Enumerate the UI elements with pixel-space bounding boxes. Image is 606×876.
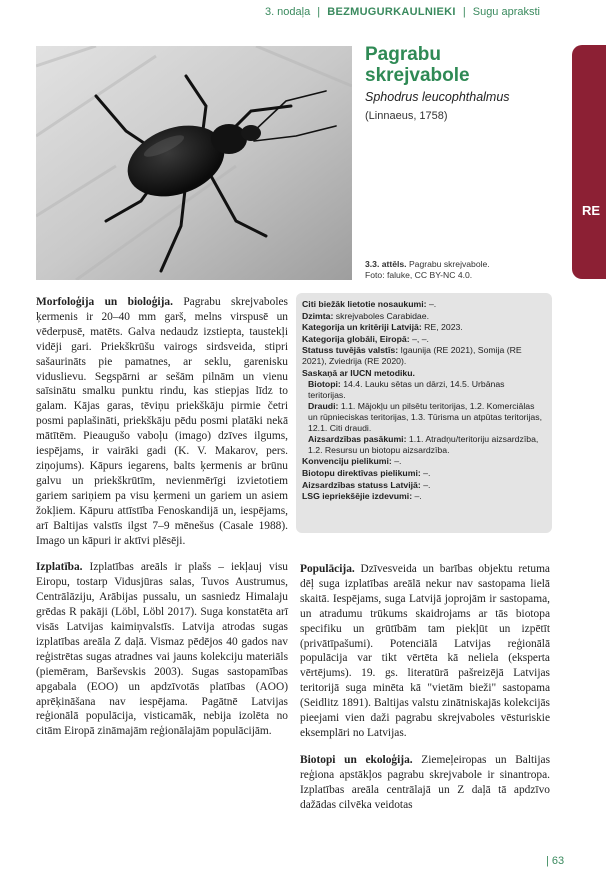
figure-caption <box>365 259 565 280</box>
info-iucn <box>302 368 544 379</box>
right-column <box>300 562 550 825</box>
info-box <box>296 293 552 533</box>
info-family <box>302 311 544 322</box>
population-text: Dzīvesveida un barības objektu retuma dēļ suga izplatības areālā nekur nav sastopama lielā skaitā. Iespējams, suga Latvijā joprojām ir sastopama, un atradumu trūkums skaidrojams ar tās biotopa specifiku un grūtībām tam piekļūt un izpētīt (privātīpašumi). Potenciālā Latvijas reģionālā populācija var tikt vērtēta kā neliela (eksperta vērtējums). 19. gs. literatūrā pašreizējā Latvijas teritorijā suga minēta kā "vietām bieži" sastopama (Seidlitz 1891). Baltijas valstu zinātniskajās kolekcijās pieejami vien daži pagrabu skrejvaboles vēsturiskie eksemplāri no Latvijas. <box>300 563 550 739</box>
info-threats <box>308 401 544 433</box>
info-value: RE, 2023. <box>421 322 463 333</box>
latin-name: Sphodrus leucophthalmus <box>365 90 510 104</box>
info-key: Konvenciju pielikumi: <box>302 456 392 467</box>
info-protection <box>302 480 544 491</box>
info-key: Aizsardzības statuss Latvijā: <box>302 479 421 490</box>
running-header <box>0 6 540 18</box>
ecology-paragraph <box>300 753 550 813</box>
info-key: Biotopi: <box>308 379 341 390</box>
info-value: –. <box>420 479 431 490</box>
species-author: (Linnaeus, 1758) <box>365 110 448 122</box>
species-name-line2: skrejvabole <box>365 65 470 86</box>
info-value: skrejvaboles Carabidae. <box>333 310 429 321</box>
info-key: Statuss tuvējās valstīs: <box>302 345 399 356</box>
info-value: 1.1. Mājokļu un pilsētu teritorijas, 1.2. Komerciālas un rūpnieciskas teritorijas, 1.3. Tūrisma un atpūtas teritorijas, 12.1. Citi draudi. <box>308 401 543 433</box>
section-label: BEZMUGURKAULNIEKI <box>327 6 456 18</box>
range-paragraph <box>36 560 288 739</box>
ecology-text: Ziemeļeiropas un Baltijas reģiona apstākļos pagrabu skrejvabole ir sinantropa. Izplatības areāla centrālajā un Z daļā tā apdzīvo dažādas cilvēka veidotas <box>300 753 551 811</box>
info-value: –. <box>391 456 402 467</box>
header-separator: | <box>317 6 321 18</box>
info-value: 14.4. Lauku sētas un dārzi, 14.5. Urbānas teritorijas. <box>308 379 505 400</box>
info-key: Biotopu direktīvas pielikumi: <box>302 467 421 478</box>
subsection-label: Sugu apraksti <box>472 6 540 18</box>
info-key: Kategorija un kritēriji Latvijā: <box>302 322 422 333</box>
info-key: Saskaņā ar IUCN metodiku. <box>302 367 415 378</box>
range-heading: Izplatība. <box>36 561 83 574</box>
info-neighbors <box>302 345 544 366</box>
category-tab-label: RE <box>581 203 600 218</box>
beetle-illustration <box>36 46 352 280</box>
morphology-paragraph <box>36 295 288 548</box>
info-key: Citi biežāk lietotie nosaukumi: <box>302 299 427 309</box>
beetle-photo <box>36 46 352 280</box>
page-number: | 63 <box>546 855 565 867</box>
info-category-global <box>302 334 544 345</box>
info-convention <box>302 456 544 467</box>
info-habitats <box>302 468 544 479</box>
category-tab <box>572 45 606 279</box>
info-value: –. <box>420 467 431 478</box>
info-lsg <box>302 491 544 502</box>
population-paragraph <box>300 562 550 741</box>
info-key: Dzimta: <box>302 310 334 321</box>
info-value: Igaunija (RE 2021), Somija (RE 2021), Zviedrija (RE 2020). <box>302 345 522 366</box>
info-key: LSG iepriekšējie izdevumi: <box>302 491 413 502</box>
morphology-text: Pagrabu skrejvaboles ķermenis ir 20–40 mm garš, melns virspusē un vēderpusē, matēts. Galva nedaudz izstiepta, taustekļi vidēji gari. Priekškrūšu vairogs sirdsveida, stipri sašaurināts pie pamatnes, ar seklu, garenisku viduslievu. Segspārni ar sešām pilnām un vienu saīsinātu smalku punktu rindu, kas stiepjas līdz to galam. Kājas garas, tēviņu priekškāju pirmie četri posmi paplašināti, priekškāju pēdu posmi platāki nekā mātītēm. Pieaugušo vaboļu (imago) dzīves ilgums, iespējams, ir vairāki gadi (K. V. Makarov, pers. ziņojums). Kāpurs iegarens, balts ķermenis ar brūnu galvu un priekškrūtīm, nevienmērīgi izvietotiem gariem sariņiem pa visu ķermeni un gariem un asiem žokļiem. Kāpuru attīstība Fenoskandijā un, iespējams, arī Baltijas valstīs ilgst 7–9 mēnešus (Casale 1988). Imago un kāpuri ir aktīvi plēsēji. <box>36 296 288 547</box>
species-title <box>365 44 565 86</box>
left-column <box>36 295 288 751</box>
header-separator: | <box>462 6 466 18</box>
info-common-names <box>302 299 544 310</box>
range-text: Izplatības areāls ir plašs – iekļauj visu Eiropu, tostarp Vidusjūras salas, Tuvos Austrumus, Centrālāziju, Arābijas pussalu, un sasniedz Himalaju grēdas R pakāji (Löbl, Löbl 2017). Suga konstatēta arī visās Latvijas kaimiņvalstīs. Latvija atrodas sugas izplatības areāla Z daļā. Vismaz pēdējos 40 gados nav reģistrētas sugas atradnes vai jauns kolekciju materiāls (piemēram, Barševskis 2003). Sugas sastopamības apgabala (EOO) un apdzīvotās platības (AOO) aprēķināšana nav iespējama. Pagātnē Latvijas reģionālā populācija, visticamāk, nebija izolēta no citām Eiropā zināmajām reģionālajām populācijām. <box>36 561 288 738</box>
morphology-heading: Morfoloģija un bioloģija. <box>36 296 173 308</box>
population-heading: Populācija. <box>300 563 355 575</box>
chapter-label: 3. nodaļa <box>264 6 311 18</box>
ecology-heading: Biotopi un ekoloģija. <box>300 753 413 766</box>
info-value: –. <box>426 299 437 309</box>
info-category-lv <box>302 322 544 333</box>
info-key: Aizsardzības pasākumi: <box>308 434 407 445</box>
info-value: –, –. <box>409 333 429 344</box>
caption-label: 3.3. attēls. <box>365 259 407 269</box>
info-key: Kategorija globāli, Eiropā: <box>302 333 410 344</box>
caption-credit: Foto: faluke, CC BY-NC 4.0. <box>365 269 473 280</box>
species-name-line1: Pagrabu <box>365 44 442 65</box>
info-key: Draudi: <box>308 401 339 412</box>
caption-text: Pagrabu skrejvabole. <box>406 259 490 269</box>
info-biotopes <box>308 379 544 400</box>
info-value: 1.1. Atradņu/teritoriju aizsardzība, 1.2. Resursu un biotopu aizsardzība. <box>308 434 539 455</box>
info-value: –. <box>412 491 422 502</box>
info-actions <box>308 434 544 455</box>
